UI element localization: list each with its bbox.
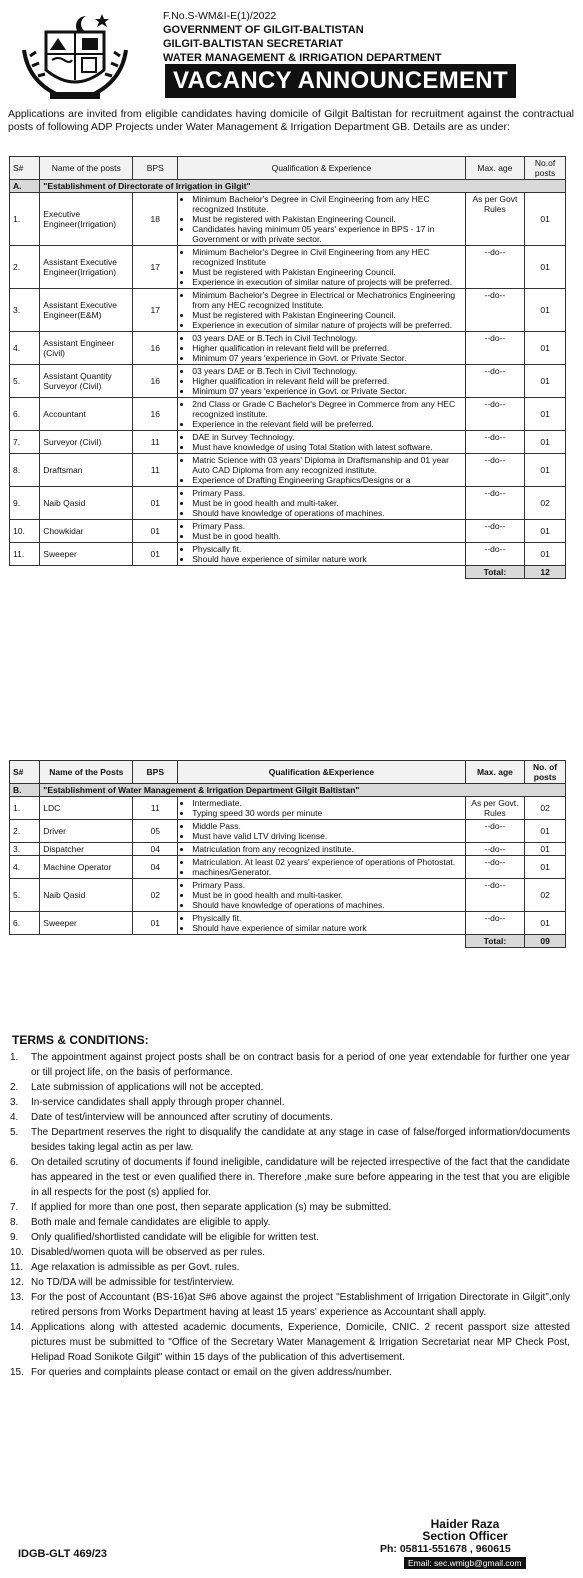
cell-sno: 1. bbox=[10, 193, 40, 246]
qualification-item: • Minimum Bachelor's Degree in Electrical or Mechatronics Engineering from any HEC recognized Institute. bbox=[192, 290, 461, 310]
terms-item bbox=[10, 1215, 570, 1230]
qualification-list bbox=[181, 290, 461, 330]
cell-post-name: Executive Engineer(Irrigation) bbox=[40, 193, 133, 246]
qualification-item: • Minimum Bachelor's Degree in Civil Engineering from any HEC recognized Institute bbox=[192, 247, 461, 267]
qualification-item: • Must be registered with Pakistan Engineering Council. bbox=[192, 310, 461, 320]
cell-posts: 01 bbox=[525, 431, 566, 454]
cell-post-name: Surveyor (Civil) bbox=[40, 431, 133, 454]
cell-qualification bbox=[178, 843, 465, 856]
terms-item-number: 6. bbox=[10, 1157, 19, 1168]
terms-item-text: The Department reserves the right to disqualify the candidate at any stage in case of false/forged information/documents besides taking legal actin as per law. bbox=[31, 1127, 570, 1153]
qualification-item: • Middle Pass. bbox=[192, 821, 461, 831]
qualification-item: • Primary Pass. bbox=[192, 488, 461, 498]
cell-sno: 5. bbox=[10, 879, 40, 912]
cell-max-age: As per Govt Rules bbox=[465, 193, 525, 246]
qualification-item: • Experience of Drafting Engineering Graphics/Designs or a bbox=[192, 475, 461, 485]
qualification-item: • Minimum 07 years 'experience in Govt. or Private Sector. bbox=[192, 386, 461, 396]
qualification-item: • Must be in good health and multi-tasker. bbox=[192, 890, 461, 900]
qualification-item: • Experience in execution of similar nature of projects will be preferred. bbox=[192, 277, 461, 287]
header bbox=[0, 0, 583, 108]
cell-post-name: Assistant Engineer (Civil) bbox=[40, 332, 133, 365]
cell-bps: 01 bbox=[133, 543, 178, 566]
cell-max-age: --do-- bbox=[465, 820, 525, 843]
qualification-item: • Physically fit. bbox=[192, 544, 461, 554]
cell-sno: 4. bbox=[10, 856, 40, 879]
contact-phone: Ph: 05811-551678 , 960615 bbox=[380, 1543, 511, 1555]
secretariat-name: GILGIT-BALTISTAN SECRETARIAT bbox=[163, 38, 344, 50]
cell-post-name: Sweeper bbox=[40, 912, 133, 935]
qualification-item: • Experience in execution of similar nature of projects will be preferred. bbox=[192, 320, 461, 330]
cell-qualification bbox=[178, 543, 465, 566]
terms-heading: TERMS & CONDITIONS: bbox=[12, 1033, 149, 1047]
cell-sno: 5. bbox=[10, 365, 40, 398]
terms-item-text: Disabled/women quota will be observed as per rules. bbox=[31, 1247, 266, 1258]
qualification-list bbox=[181, 521, 461, 541]
cell-qualification bbox=[178, 487, 465, 520]
cell-sno: 7. bbox=[10, 431, 40, 454]
qualification-list bbox=[181, 844, 461, 854]
terms-item bbox=[10, 1125, 570, 1155]
cell-max-age: --do-- bbox=[465, 487, 525, 520]
cell-post-name: Naib Qasid bbox=[40, 487, 133, 520]
cell-post-name: Draftsman bbox=[40, 454, 133, 487]
cell-max-age: --do-- bbox=[465, 543, 525, 566]
table-row bbox=[10, 856, 566, 879]
qualification-list bbox=[181, 247, 461, 287]
cell-qualification bbox=[178, 912, 465, 935]
qualification-item: • Minimum 07 years 'experience in Govt. or Private Sector. bbox=[192, 353, 461, 363]
table-row bbox=[10, 797, 566, 820]
cell-post-name: Chowkidar bbox=[40, 520, 133, 543]
col-header-qualification: Qualification &Experience bbox=[178, 761, 465, 784]
cell-bps: 17 bbox=[133, 289, 178, 332]
terms-item-number: 11. bbox=[10, 1262, 24, 1273]
cell-qualification bbox=[178, 332, 465, 365]
qualification-item: • Must be registered with Pakistan Engineering Council. bbox=[192, 214, 461, 224]
cell-qualification bbox=[178, 431, 465, 454]
cell-post-name: Assistant Executive Engineer(E&M) bbox=[40, 289, 133, 332]
terms-item bbox=[10, 1365, 570, 1380]
cell-post-name: LDC bbox=[40, 797, 133, 820]
cell-bps: 04 bbox=[133, 843, 178, 856]
cell-post-name: Sweeper bbox=[40, 543, 133, 566]
terms-item-text: In-service candidates shall apply through proper channel. bbox=[31, 1097, 285, 1108]
cell-sno: 3. bbox=[10, 289, 40, 332]
cell-max-age: --do-- bbox=[465, 332, 525, 365]
total-label: Total: bbox=[465, 566, 525, 579]
col-header-sno: S# bbox=[10, 761, 40, 784]
qualification-list bbox=[181, 366, 461, 396]
qualification-item: • Should have knowledge of operations of machines. bbox=[192, 900, 461, 910]
table-row bbox=[10, 431, 566, 454]
table-row bbox=[10, 365, 566, 398]
terms-item-text: On detailed scrutiny of documents if found ineligible, candidature will be rejected irrespective of the fact that the candidate has appeared in the test or even qualified there in. Therefore ,make sure before appearing in the test that you are eligible in all respects for the post (s) applied for. bbox=[31, 1157, 570, 1198]
cell-bps: 11 bbox=[133, 797, 178, 820]
terms-item bbox=[10, 1260, 570, 1275]
terms-item-text: Age relaxation is admissible as per Govt. rules. bbox=[31, 1262, 240, 1273]
cell-posts: 01 bbox=[525, 912, 566, 935]
department-name: WATER MANAGEMENT & IRRIGATION DEPARTMENT bbox=[163, 52, 442, 64]
section-title: "Establishment of Directorate of Irrigation in Gilgit" bbox=[40, 180, 566, 193]
qualification-item: • 2nd Class or Grade C Bachelor's Degree in Commerce from any HEC recognized institute. bbox=[192, 399, 461, 419]
cell-max-age: --do-- bbox=[465, 289, 525, 332]
cell-qualification bbox=[178, 365, 465, 398]
vacancy-table-b bbox=[9, 760, 566, 948]
cell-sno: 2. bbox=[10, 820, 40, 843]
terms-item-number: 7. bbox=[10, 1202, 19, 1213]
cell-sno: 10. bbox=[10, 520, 40, 543]
cell-posts: 01 bbox=[525, 246, 566, 289]
terms-item-number: 12. bbox=[10, 1277, 24, 1288]
terms-item bbox=[10, 1290, 570, 1320]
qualification-list bbox=[181, 399, 461, 429]
cell-posts: 02 bbox=[525, 879, 566, 912]
cell-bps: 17 bbox=[133, 246, 178, 289]
section-label: B. bbox=[10, 784, 40, 797]
col-header-posts: No.of posts bbox=[525, 157, 566, 180]
cell-sno: 1. bbox=[10, 797, 40, 820]
col-header-posts: No. of posts bbox=[525, 761, 566, 784]
cell-posts: 01 bbox=[525, 543, 566, 566]
qualification-item: • Experience in the relevant field will be preferred. bbox=[192, 419, 461, 429]
cell-bps: 16 bbox=[133, 332, 178, 365]
qualification-item: • Matric Science with 03 years' Diploma in Draftsmanship and 01 year Auto CAD Diploma from any recognized institute. bbox=[192, 455, 461, 475]
terms-item-text: Date of test/interview will be announced after scrutiny of documents. bbox=[31, 1112, 333, 1123]
cell-qualification bbox=[178, 520, 465, 543]
qualification-item: • Matriculation. At least 02 years' experience of operations of Photostat. bbox=[192, 857, 461, 867]
signatory-designation: Section Officer bbox=[422, 1529, 508, 1543]
qualification-list bbox=[181, 880, 461, 910]
qualification-item: • Should have knowledge of operations of machines. bbox=[192, 508, 461, 518]
terms-item-number: 3. bbox=[10, 1097, 19, 1108]
cell-max-age: --do-- bbox=[465, 246, 525, 289]
terms-item-text: For queries and complaints please contact or email on the given address/number. bbox=[31, 1367, 392, 1378]
cell-sno: 6. bbox=[10, 912, 40, 935]
table-row bbox=[10, 520, 566, 543]
terms-item-text: No TD/DA will be admissible for test/interview. bbox=[31, 1277, 235, 1288]
cell-qualification bbox=[178, 856, 465, 879]
table-row bbox=[10, 398, 566, 431]
cell-post-name: Driver bbox=[40, 820, 133, 843]
qualification-list bbox=[181, 913, 461, 933]
total-spacer bbox=[10, 935, 466, 948]
cell-max-age: --do-- bbox=[465, 856, 525, 879]
cell-qualification bbox=[178, 289, 465, 332]
cell-posts: 01 bbox=[525, 454, 566, 487]
section-label: A. bbox=[10, 180, 40, 193]
cell-max-age: --do-- bbox=[465, 454, 525, 487]
cell-bps: 01 bbox=[133, 487, 178, 520]
table-row bbox=[10, 543, 566, 566]
terms-item bbox=[10, 1110, 570, 1125]
cell-post-name: Machine Operator bbox=[40, 856, 133, 879]
section-row-a bbox=[10, 180, 566, 193]
qualification-item: • Primary Pass. bbox=[192, 521, 461, 531]
cell-max-age: As per Govt. Rules bbox=[465, 797, 525, 820]
terms-item bbox=[10, 1230, 570, 1245]
terms-item bbox=[10, 1095, 570, 1110]
total-value: 09 bbox=[525, 935, 566, 948]
total-value: 12 bbox=[525, 566, 566, 579]
qualification-list bbox=[181, 333, 461, 363]
qualification-item: • Higher qualification in relevant field will be preferred. bbox=[192, 376, 461, 386]
terms-item-number: 15. bbox=[10, 1367, 24, 1378]
cell-sno: 2. bbox=[10, 246, 40, 289]
cell-max-age: --do-- bbox=[465, 843, 525, 856]
cell-posts: 01 bbox=[525, 398, 566, 431]
total-spacer bbox=[10, 566, 466, 579]
terms-item-number: 5. bbox=[10, 1127, 19, 1138]
terms-item-number: 10. bbox=[10, 1247, 24, 1258]
qualification-list bbox=[181, 821, 461, 841]
cell-qualification bbox=[178, 193, 465, 246]
cell-posts: 02 bbox=[525, 487, 566, 520]
total-label: Total: bbox=[465, 935, 525, 948]
signatory-name: Haider Raza bbox=[430, 1517, 500, 1531]
terms-item-number: 14. bbox=[10, 1322, 24, 1333]
col-header-name: Name of the posts bbox=[40, 157, 133, 180]
table-row bbox=[10, 820, 566, 843]
qualification-item: • Should have experience of similar nature work bbox=[192, 923, 461, 933]
total-row bbox=[10, 935, 566, 948]
cell-max-age: --do-- bbox=[465, 879, 525, 912]
qualification-item: • DAE in Survey Technology. bbox=[192, 432, 461, 442]
cell-posts: 01 bbox=[525, 856, 566, 879]
cell-bps: 11 bbox=[133, 454, 178, 487]
cell-sno: 9. bbox=[10, 487, 40, 520]
qualification-item: • Minimum Bachelor's Degree in Civil Engineering from any HEC recognized Institute. bbox=[192, 194, 461, 214]
qualification-item: • Primary Pass. bbox=[192, 880, 461, 890]
qualification-item: • Matriculation from any recognized institute. bbox=[192, 844, 461, 854]
terms-item-text: For the post of Accountant (BS-16)at S#6 above against the project "Establishment of Irrigation Directorate in Gilgit",only retired persons from Works Department having at least 15 years' experience as Accountant shall apply. bbox=[31, 1292, 570, 1318]
cell-post-name: Naib Qasid bbox=[40, 879, 133, 912]
cell-qualification bbox=[178, 797, 465, 820]
cell-max-age: --do-- bbox=[465, 431, 525, 454]
cell-bps: 16 bbox=[133, 398, 178, 431]
terms-item bbox=[10, 1155, 570, 1200]
cell-post-name: Accountant bbox=[40, 398, 133, 431]
signature-block bbox=[400, 1518, 530, 1542]
col-header-bps: BPS bbox=[133, 761, 178, 784]
cell-bps: 04 bbox=[133, 856, 178, 879]
ad-code: IDGB-GLT 469/23 bbox=[18, 1548, 108, 1560]
cell-bps: 16 bbox=[133, 365, 178, 398]
cell-sno: 6. bbox=[10, 398, 40, 431]
terms-item-number: 2. bbox=[10, 1082, 19, 1093]
terms-item-text: Late submission of applications will not be accepted. bbox=[31, 1082, 264, 1093]
table-row bbox=[10, 454, 566, 487]
cell-posts: 01 bbox=[525, 365, 566, 398]
terms-item bbox=[10, 1080, 570, 1095]
terms-item-text: Only qualified/shortlisted candidate will be eligible for written test. bbox=[31, 1232, 319, 1243]
section-row-b bbox=[10, 784, 566, 797]
terms-item-number: 1. bbox=[10, 1052, 19, 1063]
qualification-list bbox=[181, 432, 461, 452]
terms-item bbox=[10, 1275, 570, 1290]
cell-bps: 02 bbox=[133, 879, 178, 912]
cell-post-name: Assistant Executive Engineer(Irrigation) bbox=[40, 246, 133, 289]
qualification-list bbox=[181, 857, 461, 877]
qualification-item: • Intermediate. bbox=[192, 798, 461, 808]
qualification-item: • Typing speed 30 words per minute bbox=[192, 808, 461, 818]
terms-item-number: 4. bbox=[10, 1112, 19, 1123]
qualification-item: • Candidates having minimum 05 years' experience in BPS - 17 in Government or with private sector. bbox=[192, 224, 461, 244]
cell-posts: 01 bbox=[525, 193, 566, 246]
terms-item-number: 8. bbox=[10, 1217, 19, 1228]
cell-bps: 05 bbox=[133, 820, 178, 843]
cell-sno: 3. bbox=[10, 843, 40, 856]
qualification-item: • 03 years DAE or B.Tech in Civil Technology. bbox=[192, 333, 461, 343]
total-row bbox=[10, 566, 566, 579]
terms-item-number: 13. bbox=[10, 1292, 24, 1303]
qualification-item: • Must have knowledge of using Total Station with latest software. bbox=[192, 442, 461, 452]
terms-item-text: Both male and female candidates are eligible to apply. bbox=[31, 1217, 271, 1228]
cell-bps: 01 bbox=[133, 912, 178, 935]
cell-posts: 01 bbox=[525, 820, 566, 843]
cell-qualification bbox=[178, 879, 465, 912]
government-name: GOVERNMENT OF GILGIT-BALTISTAN bbox=[163, 24, 364, 36]
cell-post-name: Dispatcher bbox=[40, 843, 133, 856]
col-header-max-age: Max. age bbox=[465, 157, 525, 180]
col-header-sno: S# bbox=[10, 157, 40, 180]
table-row bbox=[10, 843, 566, 856]
cell-posts: 02 bbox=[525, 797, 566, 820]
cell-bps: 18 bbox=[133, 193, 178, 246]
qualification-item: • Must be registered with Pakistan Engineering Council. bbox=[192, 267, 461, 277]
qualification-list bbox=[181, 544, 461, 564]
cell-posts: 01 bbox=[525, 520, 566, 543]
qualification-item: • Must be in good health. bbox=[192, 531, 461, 541]
col-header-max-age: Max. age bbox=[465, 761, 525, 784]
terms-list bbox=[10, 1050, 570, 1380]
qualification-item: • machines/Generator. bbox=[192, 867, 461, 877]
section-title: "Establishment of Water Management & Irrigation Department Gilgit Baltistan" bbox=[40, 784, 566, 797]
cell-posts: 01 bbox=[525, 289, 566, 332]
gilgit-baltistan-emblem-icon bbox=[16, 10, 134, 102]
qualification-list bbox=[181, 488, 461, 518]
terms-item-text: If applied for more than one post, then separate application (s) may be submitted. bbox=[31, 1202, 392, 1213]
contact-email[interactable]: Email: sec.wmigb@gmail.com bbox=[404, 1557, 526, 1569]
table-row bbox=[10, 246, 566, 289]
table-row bbox=[10, 879, 566, 912]
table-row bbox=[10, 487, 566, 520]
terms-item bbox=[10, 1320, 570, 1365]
qualification-item: • Physically fit. bbox=[192, 913, 461, 923]
cell-sno: 4. bbox=[10, 332, 40, 365]
qualification-item: • Must be in good health and multi-taker. bbox=[192, 498, 461, 508]
cell-max-age: --do-- bbox=[465, 365, 525, 398]
vacancy-table-a bbox=[9, 156, 566, 579]
cell-sno: 8. bbox=[10, 454, 40, 487]
qualification-item: • Higher qualification in relevant field will be preferred. bbox=[192, 343, 461, 353]
qualification-list bbox=[181, 194, 461, 244]
cell-bps: 01 bbox=[133, 520, 178, 543]
cell-bps: 11 bbox=[133, 431, 178, 454]
terms-item bbox=[10, 1050, 570, 1080]
terms-item bbox=[10, 1245, 570, 1260]
qualification-list bbox=[181, 455, 461, 485]
table-row bbox=[10, 912, 566, 935]
col-header-qualification: Qualification & Experience bbox=[178, 157, 465, 180]
terms-item-text: The appointment against project posts shall be on contract basis for a period of one year extendable for further one year or till project life, on the basis of performance. bbox=[31, 1052, 570, 1078]
qualification-item: • Must have valid LTV driving license. bbox=[192, 831, 461, 841]
cell-max-age: --do-- bbox=[465, 398, 525, 431]
cell-qualification bbox=[178, 820, 465, 843]
qualification-list bbox=[181, 798, 461, 818]
col-header-name: Name of the Posts bbox=[40, 761, 133, 784]
qualification-item: • Should have experience of similar nature work bbox=[192, 554, 461, 564]
cell-posts: 01 bbox=[525, 843, 566, 856]
cell-qualification bbox=[178, 398, 465, 431]
cell-sno: 11. bbox=[10, 543, 40, 566]
announcement-title: VACANCY ANNOUNCEMENT bbox=[165, 64, 516, 98]
terms-item-text: Applications along with attested academic documents, Experience, Domicile, CNIC. 2 recent passport size attested pictures must be submitted to "Office of the Secretary Water Management & Irrigation Secretariat near MP Check Post, Helipad Road Sonikote Gilgit" within 15 days of the publication of this advertisement. bbox=[31, 1322, 570, 1363]
terms-item bbox=[10, 1200, 570, 1215]
terms-item-number: 9. bbox=[10, 1232, 19, 1243]
table-row bbox=[10, 289, 566, 332]
table-row bbox=[10, 193, 566, 246]
file-number: F.No.S-WM&I-E(1)/2022 bbox=[163, 10, 277, 22]
cell-posts: 01 bbox=[525, 332, 566, 365]
table-row bbox=[10, 332, 566, 365]
col-header-bps: BPS bbox=[133, 157, 178, 180]
cell-post-name: Assistant Quantity Surveyor (Civil) bbox=[40, 365, 133, 398]
intro-paragraph: Applications are invited from eligible candidates having domicile of Gilgit Baltistan for recruitment against the contractual posts of following ADP Projects under Water Management & Irrigation Department GB. Details are as under: bbox=[8, 108, 574, 133]
cell-qualification bbox=[178, 246, 465, 289]
qualification-item: • 03 years DAE or B.Tech in Civil Technology. bbox=[192, 366, 461, 376]
cell-qualification bbox=[178, 454, 465, 487]
cell-max-age: --do-- bbox=[465, 520, 525, 543]
cell-max-age: --do-- bbox=[465, 912, 525, 935]
